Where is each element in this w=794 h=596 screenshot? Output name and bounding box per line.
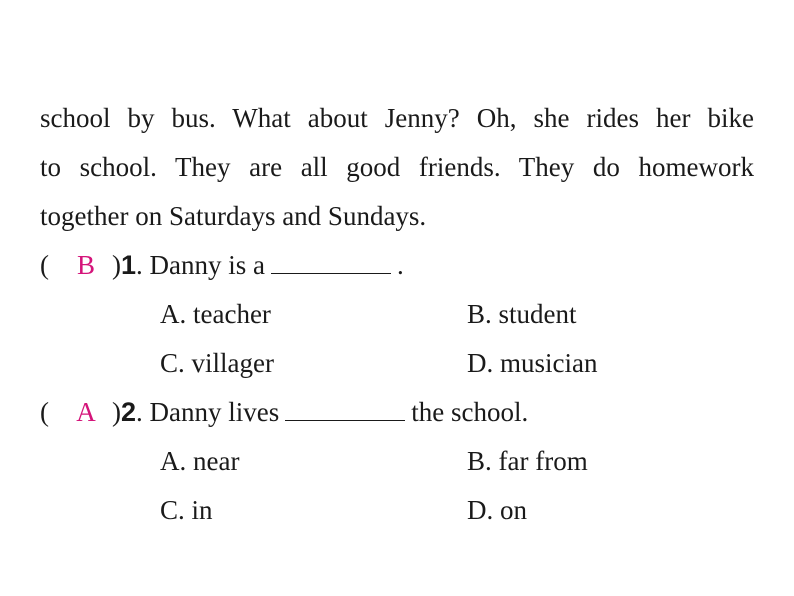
- question-stem-end: .: [397, 250, 404, 280]
- question-stem-end: the school.: [411, 397, 529, 427]
- option-b: B. student: [467, 299, 577, 329]
- answer-letter: A: [76, 397, 96, 427]
- option-a: A. teacher: [160, 299, 271, 329]
- passage-line-2: to school. They are all good friends. They do homework: [40, 152, 754, 182]
- option-b: B. far from: [467, 446, 588, 476]
- answer-blank: [285, 398, 405, 421]
- question-stem: . Danny lives: [136, 397, 280, 427]
- question-stem: . Danny is a: [136, 250, 266, 280]
- answer-blank: [271, 251, 391, 274]
- question-2: [40, 396, 528, 428]
- answer-paren-open: (: [40, 397, 49, 427]
- passage-line-3: together on Saturdays and Sundays.: [40, 201, 427, 231]
- option-c: C. villager: [160, 348, 274, 378]
- answer-letter: B: [76, 250, 95, 280]
- option-d: D. on: [467, 495, 527, 525]
- answer-paren-close: ): [112, 397, 121, 427]
- answer-paren-open: (: [40, 250, 49, 280]
- question-number: 1: [121, 250, 137, 280]
- option-c: C. in: [160, 495, 213, 525]
- option-d: D. musician: [467, 348, 598, 378]
- question-number: 2: [121, 397, 137, 427]
- question-1: [40, 249, 404, 281]
- answer-paren-close: ): [112, 250, 121, 280]
- passage-line-1: school by bus. What about Jenny? Oh, she rides her bike: [40, 103, 754, 133]
- option-a: A. near: [160, 446, 240, 476]
